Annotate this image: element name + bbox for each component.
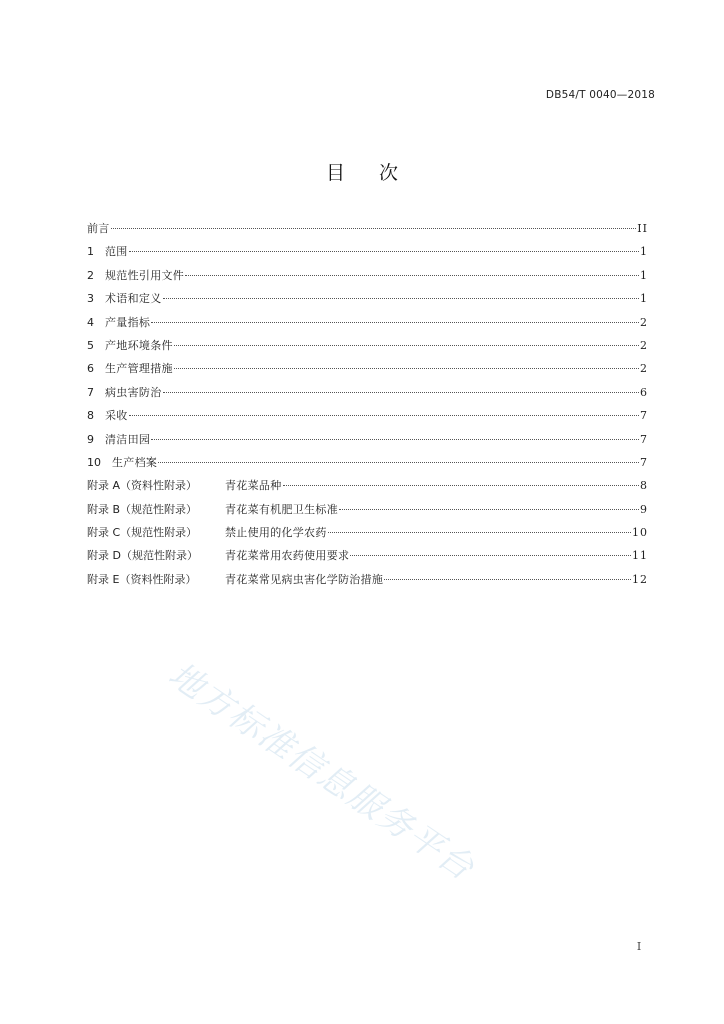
toc-entry-page: 6: [640, 385, 648, 399]
toc-entry-page: 7: [640, 432, 648, 446]
toc-leader-dots: [384, 579, 631, 580]
toc-leader-dots: [174, 368, 639, 369]
toc-entry-page: 2: [640, 338, 648, 352]
toc-leader-dots: [328, 532, 631, 533]
toc-entry-appendix-prefix: 附录 B（规范性附录）: [87, 502, 198, 516]
toc-entry[interactable]: [87, 264, 648, 287]
toc-entry-number: 6: [87, 362, 94, 376]
toc-entry[interactable]: [87, 544, 648, 567]
toc-entry-label: 范围: [105, 245, 128, 259]
watermark: 地方标准信息服务平台: [161, 654, 482, 890]
toc-entry-page: 1: [640, 245, 648, 259]
toc-leader-dots: [129, 251, 639, 252]
toc-leader-dots: [111, 228, 637, 229]
toc-leader-dots: [163, 392, 640, 393]
toc-entry-appendix-prefix: 附录 E（资料性附录）: [87, 572, 197, 586]
toc-entry-number: 7: [87, 385, 94, 399]
toc-entry[interactable]: [87, 240, 648, 263]
toc-entry-label: 采收: [105, 409, 128, 423]
toc-entry-label: 生产档案: [112, 455, 158, 469]
toc-entry-label: 产量指标: [105, 315, 151, 329]
toc-entry-page: 12: [632, 572, 648, 586]
toc-entry-label: 生产管理措施: [105, 362, 173, 376]
toc-entry-label: 青花菜常见病虫害化学防治措施: [225, 572, 384, 586]
toc-entry-label: 病虫害防治: [105, 385, 162, 399]
toc-entry-page: 7: [640, 455, 648, 469]
toc-entry-number: 4: [87, 315, 94, 329]
toc-entry-number: 10: [87, 455, 101, 469]
toc-entry-number: 8: [87, 409, 94, 423]
toc-entry[interactable]: [87, 357, 648, 380]
page-number-text: I: [636, 940, 642, 953]
toc-entry-label: 清洁田园: [105, 432, 151, 446]
toc-entry-page: 8: [640, 479, 648, 493]
toc-leader-dots: [174, 345, 639, 346]
toc-entry-page: 10: [632, 526, 648, 540]
toc-entry-page: 11: [632, 549, 648, 563]
toc-leader-dots: [339, 509, 639, 510]
toc-entry-page: 1: [640, 292, 648, 306]
toc-entry-number: 1: [87, 245, 94, 259]
toc-entry[interactable]: [87, 474, 648, 497]
toc-leader-dots: [185, 275, 639, 276]
toc-entry-label: 规范性引用文件: [105, 268, 185, 282]
toc-leader-dots: [151, 439, 639, 440]
toc-leader-dots: [163, 298, 640, 299]
toc-entry-label: 产地环境条件: [105, 338, 173, 352]
toc-leader-dots: [129, 415, 639, 416]
toc-leader-dots: [151, 322, 639, 323]
toc-entry[interactable]: [87, 404, 648, 427]
page-title: 目 次: [325, 162, 413, 184]
toc-entry-page: 1: [640, 268, 648, 282]
toc-entry-label: 禁止使用的化学农药: [225, 526, 327, 540]
page-number: [0, 940, 724, 953]
toc-entry[interactable]: [87, 381, 648, 404]
toc-entry-number: 9: [87, 432, 94, 446]
toc-entry-number: 3: [87, 292, 94, 306]
toc-entry[interactable]: [87, 217, 648, 240]
toc-entry-label: 青花菜有机肥卫生标准: [225, 502, 338, 516]
toc-entry[interactable]: [87, 428, 648, 451]
toc-entry-label: 青花菜品种: [225, 479, 282, 493]
toc-entry[interactable]: [87, 521, 648, 544]
toc-leader-dots: [283, 485, 640, 486]
toc-entry-appendix-prefix: 附录 C（规范性附录）: [87, 526, 198, 540]
toc-entry-page: 2: [640, 315, 648, 329]
toc-entry-appendix-prefix: 附录 A（资料性附录）: [87, 479, 198, 493]
toc-entry[interactable]: [87, 287, 648, 310]
toc-entry-page: II: [637, 222, 648, 235]
toc-entry-label: 青花菜常用农药使用要求: [225, 549, 350, 563]
toc-entry[interactable]: [87, 334, 648, 357]
toc-entry[interactable]: [87, 451, 648, 474]
toc-entry[interactable]: [87, 568, 648, 591]
toc-entry-label: 术语和定义: [105, 292, 162, 306]
toc-entry-number: 2: [87, 268, 94, 282]
toc-entry-number: 5: [87, 338, 94, 352]
document-code: DB54/T 0040—2018: [545, 89, 655, 101]
toc-entry-page: 9: [640, 502, 648, 516]
table-of-contents: [87, 217, 648, 591]
toc-entry-label: 前言: [87, 222, 110, 235]
toc-entry[interactable]: [87, 498, 648, 521]
toc-entry-page: 2: [640, 362, 648, 376]
toc-leader-dots: [350, 555, 631, 556]
toc-leader-dots: [158, 462, 639, 463]
toc-entry-appendix-prefix: 附录 D（规范性附录）: [87, 549, 198, 563]
toc-entry-page: 7: [640, 409, 648, 423]
toc-entry[interactable]: [87, 311, 648, 334]
